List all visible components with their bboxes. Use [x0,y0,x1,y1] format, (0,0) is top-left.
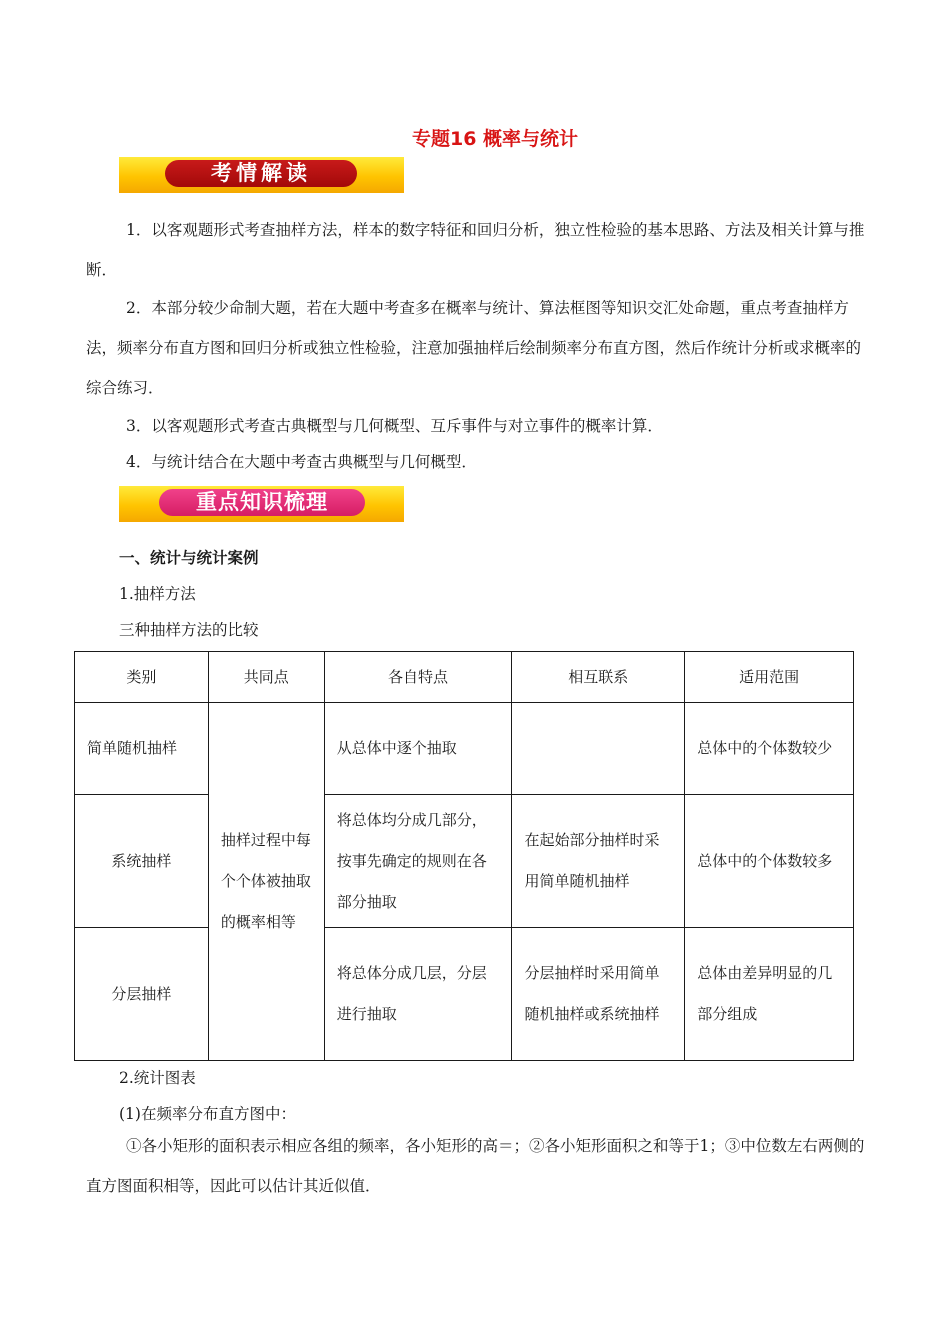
intro-paragraph-4: 4．与统计结合在大题中考查古典概型与几何概型． [126,453,477,471]
intro-paragraph-2: 2．本部分较少命制大题，若在大题中考查多在概率与统计、算法框图等知识交汇处命题，重点考查抽样方法，频率分布直方图和回归分析或独立性检验，注意加强抽样后绘制频率分布直方图，然后作统计分析或求概率的综合练习． [86,299,862,397]
subsection-heading: 1.抽样方法 [119,585,196,603]
header-cell: 共同点 [208,652,324,703]
table-row [75,928,854,1061]
intro-paragraph-3: 3．以客观题形式考查古典概型与几何概型、互斥事件与对立事件的概率计算． [126,417,663,435]
intro-paragraph-1: 1．以客观题形式考查抽样方法，样本的数字特征和回归分析，独立性检验的基本思路、方法及相关计算与推断． [86,221,865,279]
scope-cell: 总体中的个体数较多 [685,795,854,928]
banner-label: 考情解读 [165,160,357,187]
table-caption: 三种抽样方法的比较 [119,621,259,639]
body-paragraph: ①各小矩形的面积表示相应各组的频率，各小矩形的高＝；②各小矩形面积之和等于1；③中位数左右两侧的直方图面积相等，因此可以估计其近似值． [86,1137,865,1195]
type-cell: 系统抽样 [75,795,209,928]
feature-cell: 从总体中逐个抽取 [324,703,512,795]
header-cell: 相互联系 [512,652,685,703]
header-cell: 各自特点 [324,652,512,703]
table-row [75,795,854,928]
scope-cell: 总体由差异明显的几部分组成 [685,928,854,1061]
sampling-methods-table [74,651,854,1061]
type-cell: 分层抽样 [75,928,209,1061]
scope-cell: 总体中的个体数较少 [685,703,854,795]
relation-cell: 在起始部分抽样时采用简单随机抽样 [512,795,685,928]
header-cell: 适用范围 [685,652,854,703]
table-header-row [75,652,854,703]
header-cell: 类别 [75,652,209,703]
page-title: 专题16 概率与统计 [411,128,579,150]
relation-cell [512,703,685,795]
section-banner-key-knowledge [119,486,404,522]
feature-cell: 将总体分成几层，分层进行抽取 [324,928,512,1061]
list-heading: (1)在频率分布直方图中： [119,1105,296,1123]
relation-cell: 分层抽样时采用简单随机抽样或系统抽样 [512,928,685,1061]
subsection-heading: 2.统计图表 [119,1069,196,1087]
common-cell: 抽样过程中每个个体被抽取的概率相等 [208,703,324,1061]
banner-label: 重点知识梳理 [159,489,365,516]
feature-cell: 将总体均分成几部分，按事先确定的规则在各部分抽取 [324,795,512,928]
table-row [75,703,854,795]
section-banner-exam-analysis [119,157,404,193]
type-cell: 简单随机抽样 [75,703,209,795]
section-heading: 一、统计与统计案例 [119,549,259,567]
